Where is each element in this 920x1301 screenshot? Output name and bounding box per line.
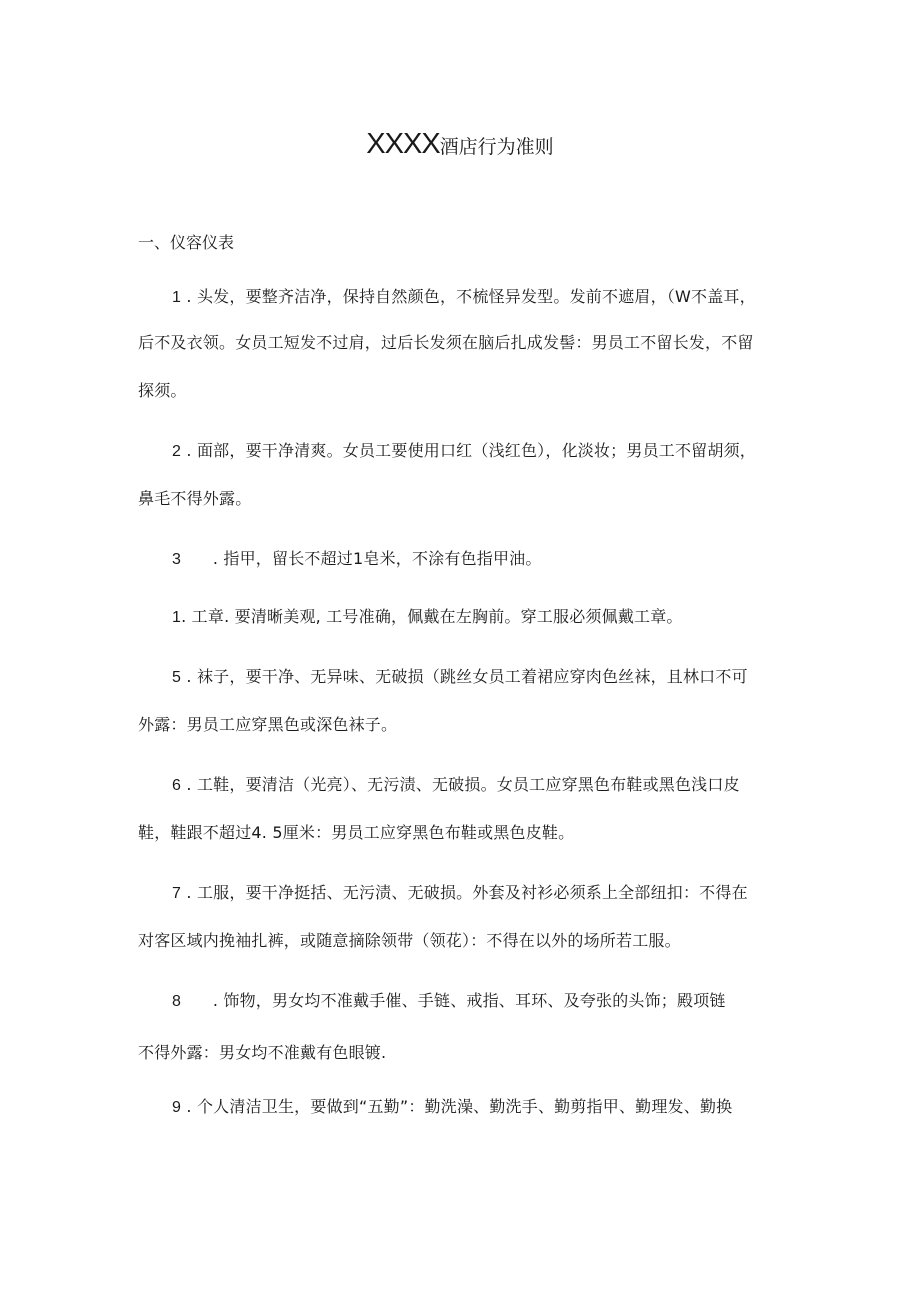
item-text: . 袜子，要干净、无异味、无破损（跳丝女员工着裙应穿肉色丝袜，且林口不可	[181, 667, 748, 686]
title-prefix: XXXX	[366, 128, 440, 160]
item-continuation: 鼻毛不得外露。	[138, 489, 252, 508]
item-text: . 头发，要整齐洁净，保持自然颜色，不梳怪异发型。发前不遮眉，（W不盖耳，	[181, 287, 756, 306]
item-number: 2	[172, 443, 182, 460]
list-item	[172, 775, 740, 796]
item-number: 1	[172, 609, 182, 626]
item-text: . 饰物，男女均不准戴手催、手链、戒指、耳环、及夸张的头饰；殿项链	[181, 991, 726, 1010]
item-text: . 个人清洁卫生，要做到“五勤”：勤洗澡、勤洗手、勤剪指甲、勤理发、勤换	[181, 1097, 733, 1116]
item-text: . 指甲，留长不超过1皂米，不涂有色指甲油。	[181, 549, 542, 568]
item-number: 8	[172, 993, 182, 1010]
list-item	[172, 667, 748, 688]
section-heading: 一、仪容仪表	[138, 233, 235, 252]
list-item	[172, 883, 748, 904]
title-suffix: 酒店行为准则	[439, 136, 554, 158]
list-item	[172, 287, 756, 308]
item-continuation: 后不及衣领。女员工短发不过肩，过后长发须在脑后扎成发髻：男员工不留长发，不留	[138, 333, 754, 352]
item-continuation: 探须。	[138, 381, 187, 400]
list-item	[172, 607, 683, 628]
item-number: 7	[172, 885, 182, 902]
item-text: . 面部，要干净清爽。女员工要使用口红（浅红色），化淡妆；男员工不留胡须，	[181, 441, 756, 460]
item-number: 6	[172, 777, 182, 794]
item-text: . 工章. 要清晰美观, 工号准确，佩戴在左胸前。穿工服必须佩戴工章。	[181, 607, 683, 626]
item-text: . 工鞋，要清洁（光亮）、无污渍、无破损。女员工应穿黑色布鞋或黑色浅口皮	[181, 775, 740, 794]
page-title	[0, 128, 920, 161]
item-number: 3	[172, 551, 182, 568]
item-number: 5	[172, 669, 182, 686]
list-item	[172, 991, 726, 1012]
item-continuation: 鞋，鞋跟不超过4. 5厘米：男员工应穿黑色布鞋或黑色皮鞋。	[138, 823, 575, 842]
item-continuation: 对客区域内挽袖扎裤，或随意摘除领带（领花）：不得在以外的场所若工服。	[138, 931, 681, 950]
item-text: . 工服，要干净挺括、无污渍、无破损。外套及衬衫必须系上全部纽扣：不得在	[181, 883, 748, 902]
item-number: 1	[172, 289, 182, 306]
item-continuation: 外露：男员工应穿黑色或深色袜子。	[138, 715, 398, 734]
list-item	[172, 549, 542, 570]
list-item	[172, 1097, 732, 1118]
list-item	[172, 441, 756, 462]
item-number: 9	[172, 1099, 182, 1116]
item-continuation: 不得外露：男女均不准戴有色眼镀.	[138, 1043, 387, 1062]
